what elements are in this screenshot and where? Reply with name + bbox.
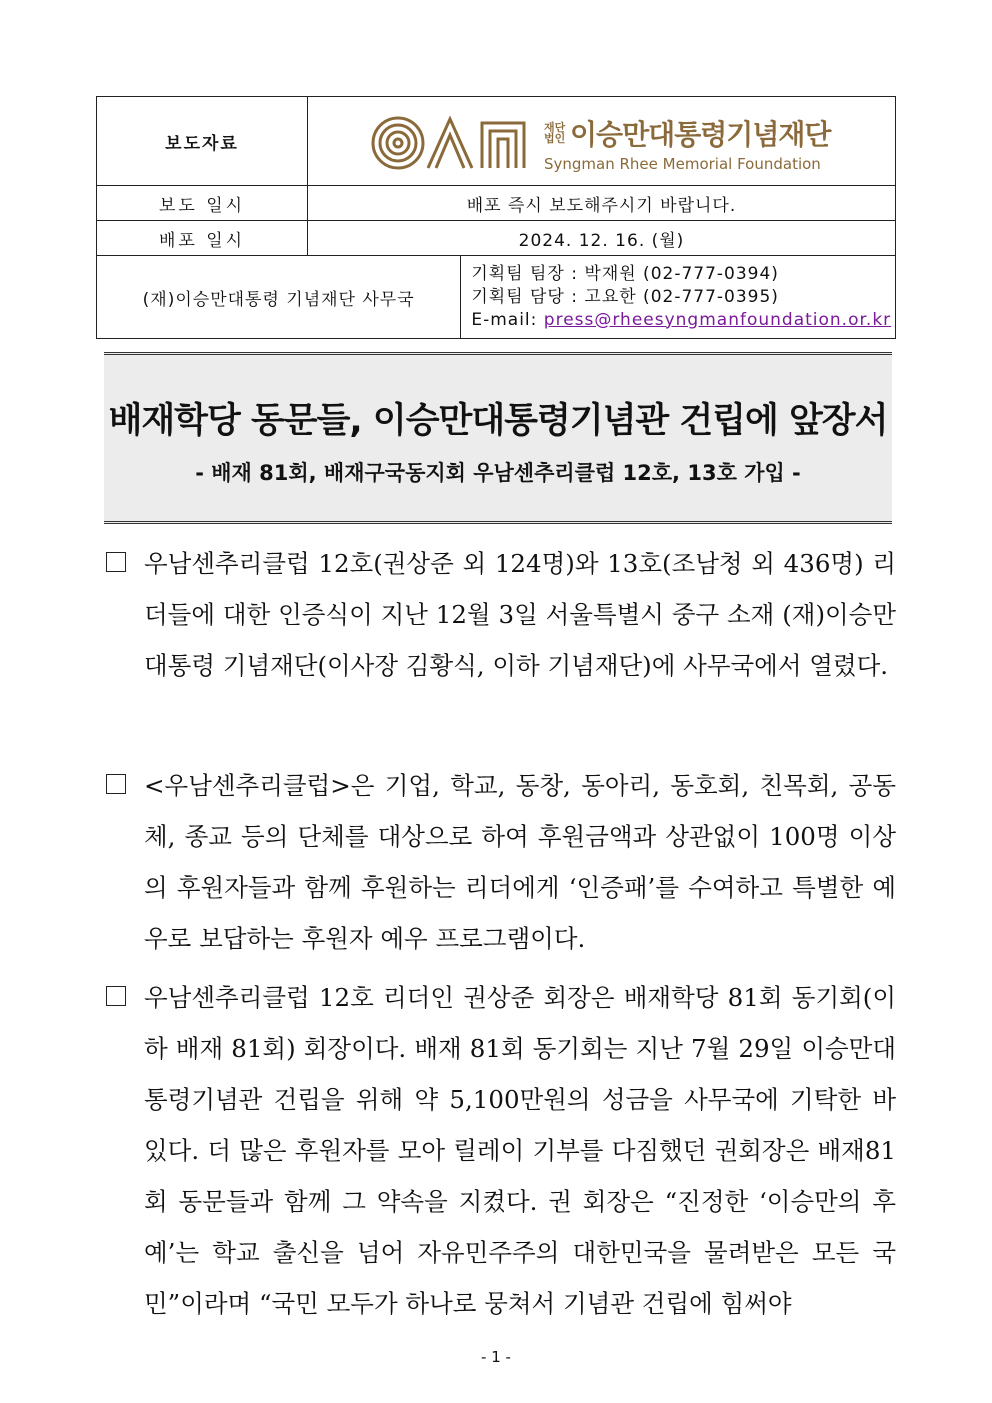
release-date-label: 배포 일시 <box>97 221 308 256</box>
press-date-label: 보도 일시 <box>97 186 308 221</box>
office-name: (재)이승만대통령 기념재단 사무국 <box>97 256 461 339</box>
subheadline: - 배재 81회, 배재구국동지회 우남센추리클럽 12호, 13호 가입 - <box>195 461 801 485</box>
press-date-value: 배포 즉시 보도해주시기 바랍니다. <box>308 186 896 221</box>
square-bullet-icon <box>106 774 126 794</box>
contact-email-row <box>471 309 895 332</box>
square-bullet-icon <box>106 552 126 572</box>
foundation-name-kor: 이승만대통령기념재단 <box>570 118 831 151</box>
body-text-2 <box>104 760 896 964</box>
page-number: - 1 - <box>481 1348 511 1366</box>
headline: 배재학당 동문들, 이승만대통령기념관 건립에 앞장서 <box>108 401 888 441</box>
email-label: E-mail: <box>471 309 538 330</box>
doc-type-label: 보도자료 <box>97 97 308 186</box>
foundation-logo <box>370 113 830 173</box>
paragraph: 우남센추리클럽 12호 리더인 권상준 회장은 배재학당 81회 동기회(이하 배재 81회) 회장이다. 배재 81회 동기회는 지난 7월 29일 이승만대통령기념관 건립을 위해 약 5,100만원의 성금을 사무국에 기탁한 바 있다. 더 많은 후원자를 모아 릴레이 기부를 다짐했던 권회장은 배재81회 동문들과 함께 그 약속을 지켰다. 권 회장은 “진정한 ‘이승만의 후예’는 학교 출신을 넘어 자유민주주의 대한민국을 물려받은 모든 국민”이라며 “국민 모두가 하나로 뭉쳐서 기념관 건립에 힘써야 <box>104 972 896 1332</box>
square-bullet-icon <box>106 986 126 1006</box>
contact-team-lead: 기획팀 팀장 : 박재원 (02-777-0394) <box>471 263 779 284</box>
foundation-prefix: 재단 법인 <box>544 121 566 145</box>
foundation-logo-cell <box>308 97 896 186</box>
body-text-3 <box>104 972 896 1332</box>
foundation-name-eng: Syngman Rhee Memorial Foundation <box>544 155 821 173</box>
email-link[interactable]: press@rheesyngmanfoundation.or.kr <box>543 309 892 330</box>
release-date-value: 2024. 12. 16. (월) <box>308 221 896 256</box>
headline-box <box>104 352 892 524</box>
press-header-table <box>96 96 896 339</box>
body-text <box>104 538 896 742</box>
foundation-emblem-icon <box>370 115 530 171</box>
contact-staff: 기획팀 담당 : 고요한 (02-777-0395) <box>471 286 779 307</box>
contact-info <box>461 256 896 339</box>
paragraph: 우남센추리클럽 12호(권상준 외 124명)와 13호(조남청 외 436명) 리더들에 대한 인증식이 지난 12월 3일 서울특별시 중구 소재 (재)이승만대통령 기념재단(이사장 김황식, 이하 기념재단)에 사무국에서 열렸다. <box>104 538 896 742</box>
paragraph: <우남센추리클럽>은 기업, 학교, 동창, 동아리, 동호회, 친목회, 공동체, 종교 등의 단체를 대상으로 하여 후원금액과 상관없이 100명 이상의 후원자들과 함께 후원하는 리더에게 ‘인증패’를 수여하고 특별한 예우로 보답하는 후원자 예우 프로그램이다. <box>104 760 896 964</box>
